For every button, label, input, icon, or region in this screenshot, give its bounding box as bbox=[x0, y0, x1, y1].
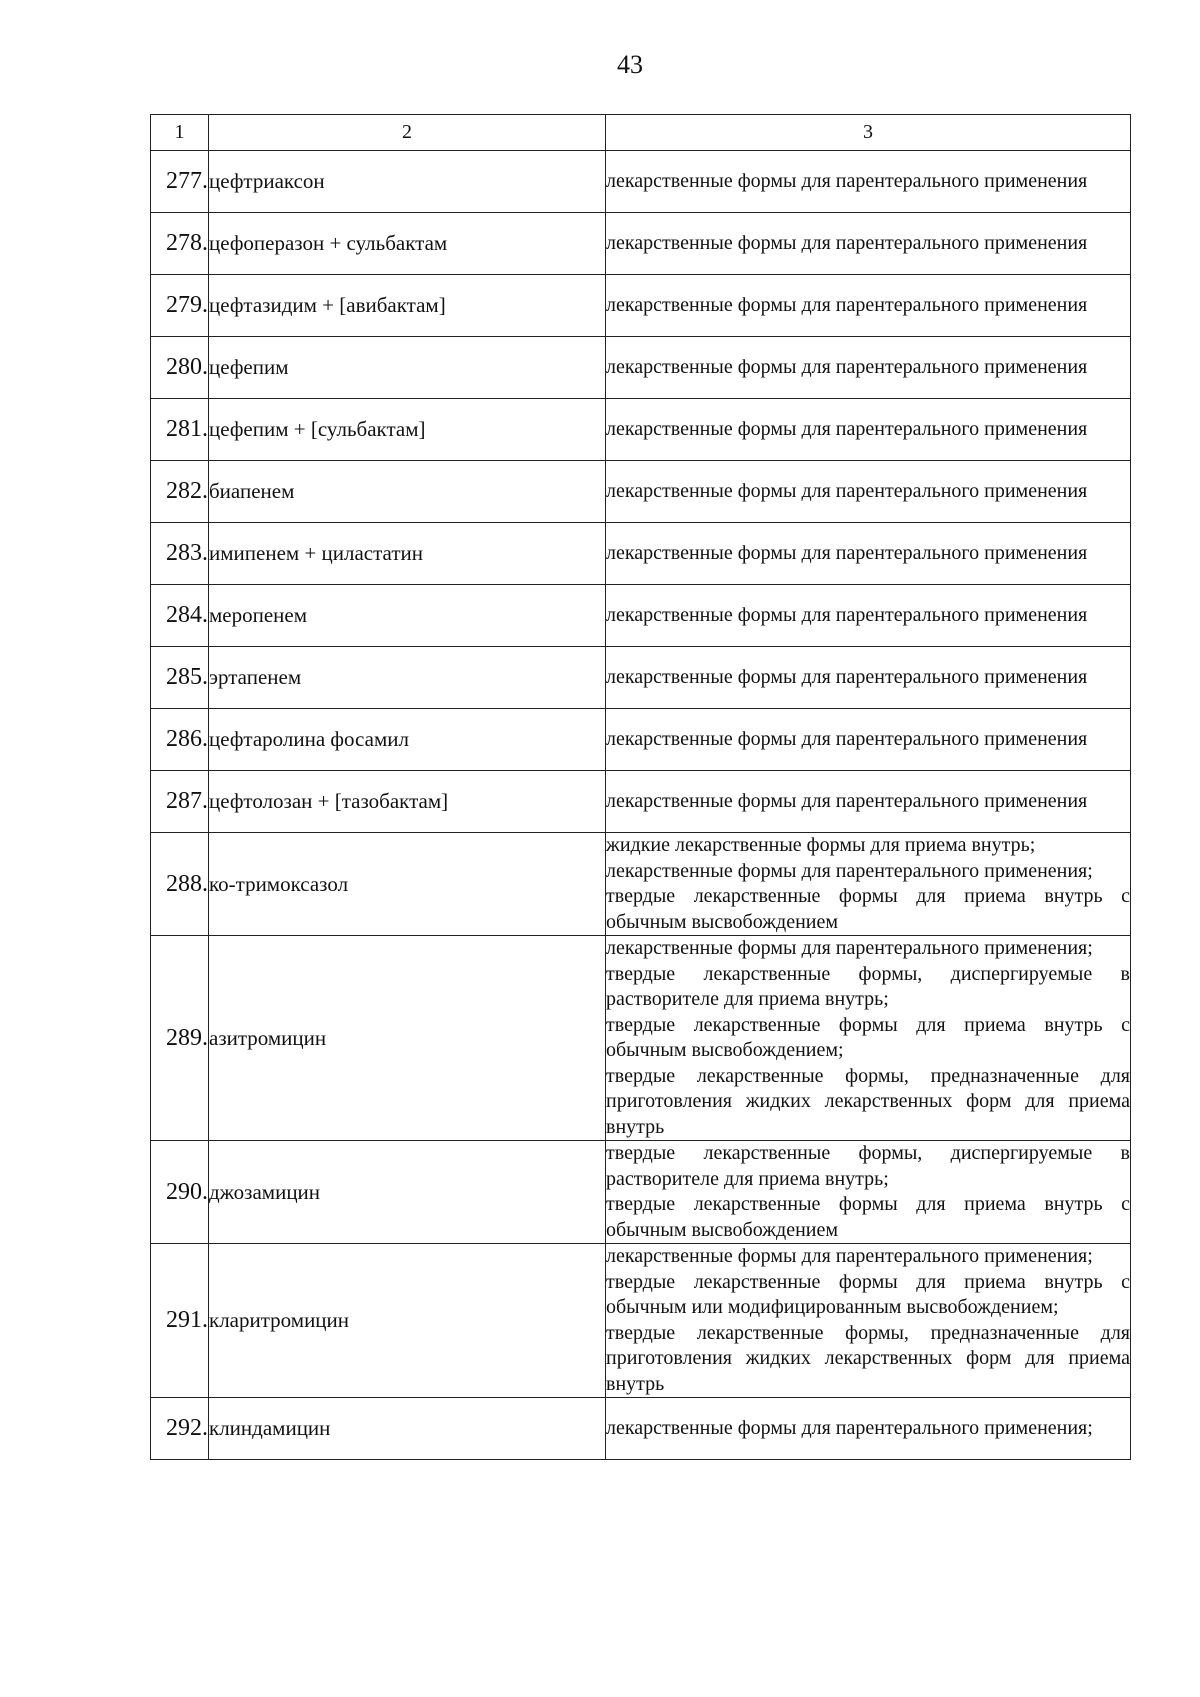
dosage-form-item: лекарственные формы для парентерального применения bbox=[606, 603, 1088, 626]
table-row bbox=[151, 771, 1131, 833]
table-row bbox=[151, 275, 1131, 337]
dosage-form-item: лекарственные формы для парентерального применения bbox=[606, 479, 1088, 502]
dosage-forms bbox=[606, 647, 1131, 709]
row-number: 287. bbox=[151, 771, 209, 833]
table-row bbox=[151, 936, 1131, 1141]
row-number: 289. bbox=[151, 936, 209, 1141]
dosage-form-item: лекарственные формы для парентерального применения bbox=[606, 231, 1088, 254]
dosage-forms bbox=[606, 709, 1131, 771]
drug-name: цефепим bbox=[209, 337, 606, 399]
table-row bbox=[151, 1244, 1131, 1398]
dosage-forms bbox=[606, 771, 1131, 833]
dosage-form-item: твердые лекарственные формы для приема внутрь с обычным или модифицированным высвобождением; bbox=[606, 1270, 1130, 1318]
row-number: 290. bbox=[151, 1141, 209, 1244]
dosage-form-item: твердые лекарственные формы, диспергируемые в растворителе для приема внутрь; bbox=[606, 962, 1130, 1010]
dosage-forms bbox=[606, 833, 1131, 936]
dosage-form-item: лекарственные формы для парентерального применения bbox=[606, 665, 1088, 688]
drug-table bbox=[150, 114, 1131, 1460]
row-number: 284. bbox=[151, 585, 209, 647]
page-number: 43 bbox=[617, 50, 643, 79]
table-row bbox=[151, 337, 1131, 399]
header-column-2: 2 bbox=[209, 115, 606, 151]
dosage-form-item: лекарственные формы для парентерального применения bbox=[606, 169, 1088, 192]
dosage-forms bbox=[606, 585, 1131, 647]
dosage-form-item: лекарственные формы для парентерального применения bbox=[606, 541, 1088, 564]
drug-name: меропенем bbox=[209, 585, 606, 647]
table-row bbox=[151, 585, 1131, 647]
drug-name: цефепим + [сульбактам] bbox=[209, 399, 606, 461]
row-number: 277. bbox=[151, 151, 209, 213]
table-body bbox=[151, 151, 1131, 1460]
row-number: 292. bbox=[151, 1398, 209, 1460]
drug-name: цефтаролина фосамил bbox=[209, 709, 606, 771]
dosage-form-item: твердые лекарственные формы для приема внутрь с обычным высвобождением bbox=[606, 1193, 1130, 1241]
table-row bbox=[151, 1141, 1131, 1244]
drug-name: азитромицин bbox=[209, 936, 606, 1141]
table-row bbox=[151, 1398, 1131, 1460]
dosage-form-item: лекарственные формы для парентерального применения bbox=[606, 789, 1088, 812]
dosage-form-item: лекарственные формы для парентерального применения; bbox=[606, 1416, 1093, 1439]
drug-name: цефтазидим + [авибактам] bbox=[209, 275, 606, 337]
table-row bbox=[151, 833, 1131, 936]
dosage-form-item: лекарственные формы для парентерального применения; bbox=[606, 937, 1093, 959]
dosage-forms bbox=[606, 1244, 1131, 1398]
drug-name: цефтолозан + [тазобактам] bbox=[209, 771, 606, 833]
row-number: 282. bbox=[151, 461, 209, 523]
drug-name: цефтриаксон bbox=[209, 151, 606, 213]
table-row bbox=[151, 523, 1131, 585]
dosage-forms bbox=[606, 936, 1131, 1141]
table-row bbox=[151, 151, 1131, 213]
dosage-form-item: лекарственные формы для парентерального применения bbox=[606, 417, 1088, 440]
drug-name: клиндамицин bbox=[209, 1398, 606, 1460]
row-number: 278. bbox=[151, 213, 209, 275]
table-row bbox=[151, 647, 1131, 709]
row-number: 291. bbox=[151, 1244, 209, 1398]
drug-name: кларитромицин bbox=[209, 1244, 606, 1398]
drug-name: биапенем bbox=[209, 461, 606, 523]
dosage-form-item: лекарственные формы для парентерального применения; bbox=[606, 1245, 1093, 1267]
drug-name: имипенем + циластатин bbox=[209, 523, 606, 585]
row-number: 281. bbox=[151, 399, 209, 461]
row-number: 279. bbox=[151, 275, 209, 337]
dosage-form-item: лекарственные формы для парентерального применения bbox=[606, 355, 1088, 378]
dosage-form-item: лекарственные формы для парентерального применения bbox=[606, 293, 1088, 316]
dosage-forms bbox=[606, 151, 1131, 213]
table-header bbox=[151, 115, 1131, 151]
drug-name: джозамицин bbox=[209, 1141, 606, 1244]
header-column-3: 3 bbox=[606, 115, 1131, 151]
dosage-forms bbox=[606, 213, 1131, 275]
table-row bbox=[151, 399, 1131, 461]
row-number: 283. bbox=[151, 523, 209, 585]
drug-name: ко-тримоксазол bbox=[209, 833, 606, 936]
dosage-form-item: жидкие лекарственные формы для приема внутрь; bbox=[606, 834, 1036, 856]
table-row bbox=[151, 461, 1131, 523]
dosage-forms bbox=[606, 461, 1131, 523]
row-number: 286. bbox=[151, 709, 209, 771]
dosage-form-item: твердые лекарственные формы, предназначенные для приготовления жидких лекарственных форм для приема внутрь bbox=[606, 1321, 1130, 1395]
dosage-forms bbox=[606, 275, 1131, 337]
dosage-forms bbox=[606, 337, 1131, 399]
dosage-form-item: лекарственные формы для парентерального применения; bbox=[606, 859, 1093, 882]
dosage-form-item: твердые лекарственные формы, предназначенные для приготовления жидких лекарственных форм для приема внутрь bbox=[606, 1064, 1130, 1138]
drug-name: цефоперазон + сульбактам bbox=[209, 213, 606, 275]
table-row bbox=[151, 213, 1131, 275]
dosage-form-item: твердые лекарственные формы, диспергируемые в растворителе для приема внутрь; bbox=[606, 1142, 1130, 1190]
header-column-1: 1 bbox=[151, 115, 209, 151]
row-number: 285. bbox=[151, 647, 209, 709]
dosage-forms bbox=[606, 1398, 1131, 1460]
dosage-forms bbox=[606, 523, 1131, 585]
dosage-form-item: твердые лекарственные формы для приема внутрь с обычным высвобождением; bbox=[606, 1013, 1130, 1061]
row-number: 288. bbox=[151, 833, 209, 936]
dosage-form-item: лекарственные формы для парентерального применения bbox=[606, 727, 1088, 750]
dosage-forms bbox=[606, 1141, 1131, 1244]
dosage-forms bbox=[606, 399, 1131, 461]
row-number: 280. bbox=[151, 337, 209, 399]
dosage-form-item: твердые лекарственные формы для приема внутрь с обычным высвобождением bbox=[606, 885, 1130, 933]
table-row bbox=[151, 709, 1131, 771]
drug-name: эртапенем bbox=[209, 647, 606, 709]
